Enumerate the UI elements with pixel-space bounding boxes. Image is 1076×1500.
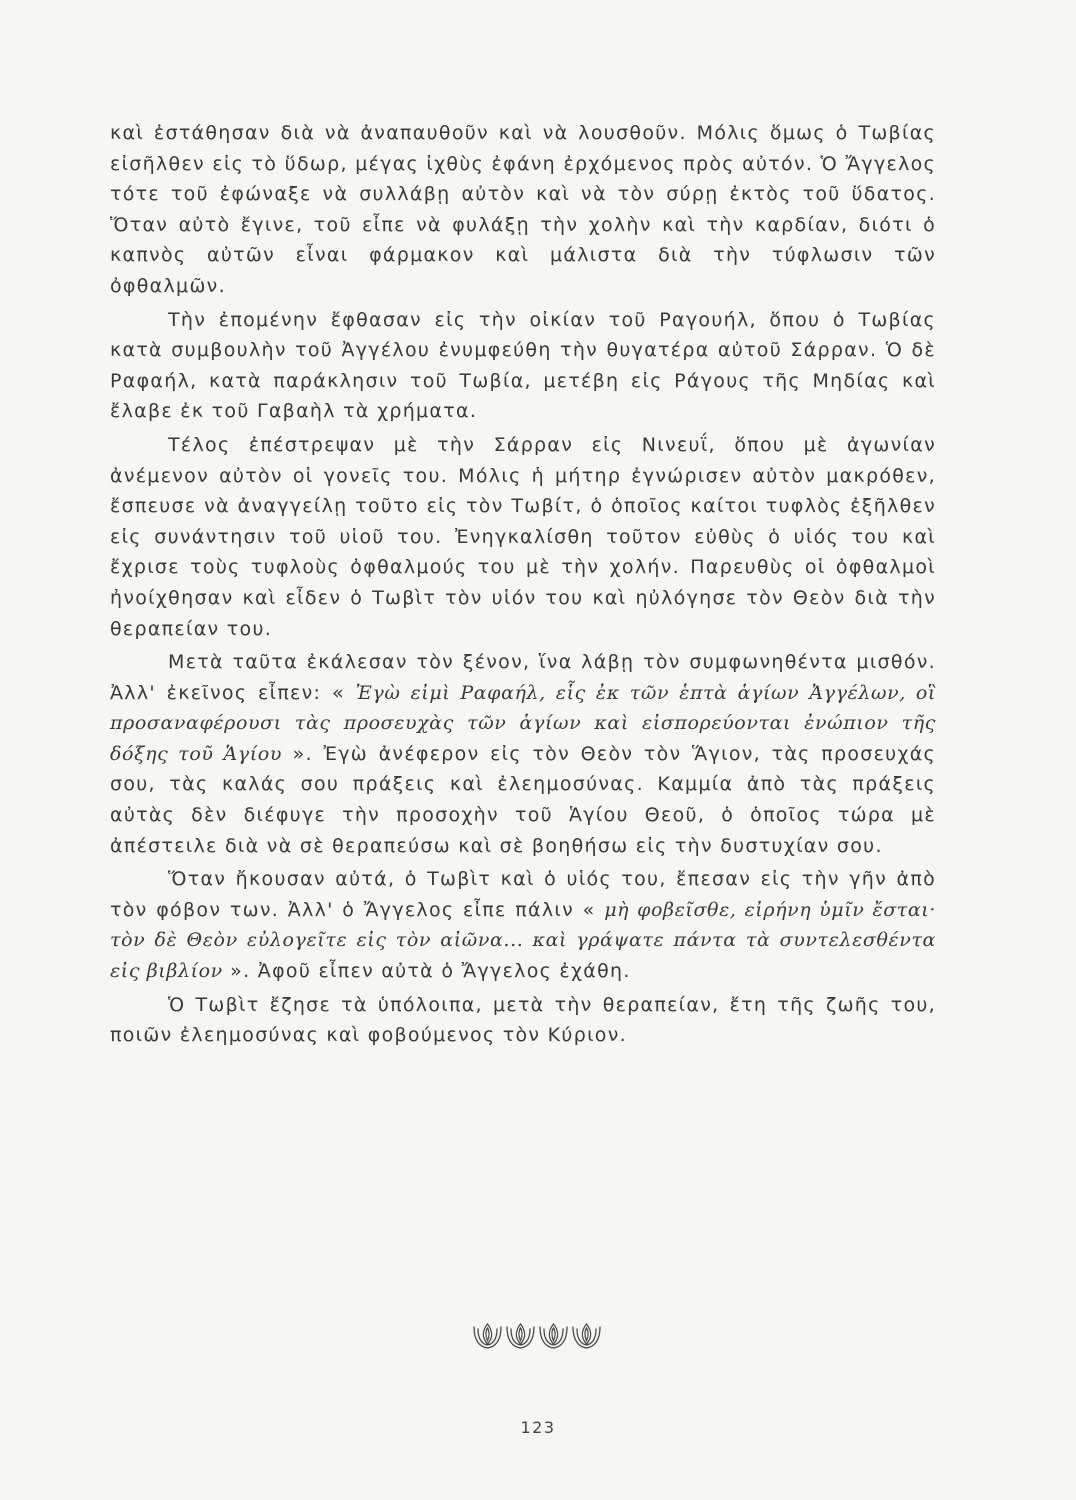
- ornament-motif-4: [573, 1324, 600, 1348]
- paragraph-3: Τέλος ἐπέστρεψαν μὲ τὴν Σάρραν εἰς Νινευΐ, ὅπου μὲ ἀγωνίαν ἀνέμενον αὐτὸν οἱ γονεῖς του. Μόλις ἡ μήτηρ ἐγνώρισεν αὐτὸν μακρόθεν, ἔσπευσε νὰ ἀναγγείλῃ τοῦτο εἰς τὸν Τωβίτ, ὁ ὁποῖος καίτοι τυφλὸς ἐξῆλθεν εἰς συνάντησιν τοῦ υἱοῦ του. Ἐνηγκαλίσθη τοῦτον εὐθὺς ὁ υἱός του καὶ ἔχρισε τοὺς τυφλοὺς ὀφθαλμούς του μὲ τὴν χολήν. Παρευθὺς οἱ ὀφθαλμοὶ ἠνοίχθησαν καὶ εἶδεν ὁ Τωβὶτ τὸν υἱόν του καὶ ηὐλόγησε τὸν Θεὸν διὰ τὴν θεραπείαν του.: [110, 433, 936, 640]
- paragraph-1: καὶ ἐστάθησαν διὰ νὰ ἀναπαυθοῦν καὶ νὰ λουσθοῦν. Μόλις ὅμως ὁ Τωβίας εἰσῆλθεν εἰς τὸ ὕδωρ, μέγας ἰχθὺς ἐφάνη ἐρχόμενος πρὸς αὐτόν. Ὁ Ἄγγελος τότε τοῦ ἐφώναξε νὰ συλλάβῃ αὐτὸν καὶ νὰ τὸν σύρῃ ἐκτὸς τοῦ ὕδατος. Ὅταν αὐτὸ ἔγινε, τοῦ εἶπε νὰ φυλάξῃ τὴν χολὴν καὶ τὴν καρδίαν, διότι ὁ καπνὸς αὐτῶν εἶναι φάρμακον καὶ μάλιστα διὰ τὴν τύφλωσιν τῶν ὀφθαλμῶν.: [110, 122, 936, 297]
- paragraph-4-tail: ». Ἐγὼ ἀνέφερον εἰς τὸν Θεὸν τὸν Ἅγιον, τὰς προσευχάς σου, τὰς καλάς σου πράξεις καὶ ἐλεημοσύνας. Καμμία ἀπὸ τὰς πράξεις αὐτὰς δὲν διέφυγε τὴν προσοχὴν τοῦ Ἁγίου Θεοῦ, ὁ ὁποῖος τώρα μὲ ἀπέστειλε διὰ νὰ σὲ θεραπεύσω καὶ σὲ βοηθήσω εἰς τὴν δυστυχίαν σου.: [110, 742, 937, 857]
- page-number: 123: [520, 1418, 556, 1437]
- ornament-graphic: [471, 1320, 605, 1352]
- paragraph-5-tail: ». Ἀφοῦ εἶπεν αὐτὰ ὁ Ἄγγελος ἐχάθη.: [222, 960, 631, 983]
- ornament-motif-2: [507, 1324, 534, 1348]
- paragraph-6: Ὁ Τωβὶτ ἔζησε τὰ ὑπόλοιπα, μετὰ τὴν θεραπείαν, ἔτη τῆς ζωῆς του, ποιῶν ἐλεημοσύνας καὶ φοβούμενος τὸν Κύριον.: [110, 993, 936, 1047]
- paragraph-5-lead: Ὅταν ἤκουσαν αὐτά, ὁ Τωβὶτ καὶ ὁ υἱός του, ἔπεσαν εἰς τὴν γῆν ἀπὸ τὸν φόβον των. Ἀλλ' ὁ Ἄγγελος εἶπε πάλιν «: [110, 868, 936, 921]
- paragraph-4-lead: Μετὰ ταῦτα ἐκάλεσαν τὸν ξένον, ἵνα λάβῃ τὸν συμφωνηθέντα μισθόν. Ἀλλ' ἐκεῖνος εἶπεν: «: [110, 651, 936, 704]
- ornament-motif-3: [540, 1324, 567, 1348]
- page-body: [110, 118, 936, 1051]
- paragraph-4-quotation: Ἐγὼ εἰμὶ Ραφαήλ, εἷς ἐκ τῶν ἑπτὰ ἁγίων Ἀγγέλων, οἳ προσαναφέρουσι τὰς προσευχὰς τῶν ἁγίων καὶ εἰσπορεύονται ἐνώπιον τῆς δόξης τοῦ Ἁγίου: [110, 681, 936, 765]
- floral-ornament-icon: [0, 1320, 1076, 1356]
- paragraph-5: [110, 864, 936, 986]
- paragraph-5-quotation: μὴ φοβεῖσθε, εἰρήνη ὑμῖν ἔσται· τὸν δὲ Θεὸν εὐλογεῖτε εἰς τὸν αἰῶνα... καὶ γράψατε πάντα τὰ συντελεσθέντα εἰς βιβλίον: [110, 898, 936, 983]
- paragraph-4: [110, 647, 936, 861]
- paragraph-2: Τὴν ἐπομένην ἔφθασαν εἰς τὴν οἰκίαν τοῦ Ραγουήλ, ὅπου ὁ Τωβίας κατὰ συμβουλὴν τοῦ Ἀγγέλου ἐνυμφεύθη τὴν θυγατέρα αὐτοῦ Σάρραν. Ὁ δὲ Ραφαήλ, κατὰ παράκλησιν τοῦ Τωβία, μετέβη εἰς Ράγους τῆς Μηδίας καὶ ἔλαβε ἐκ τοῦ Γαβαὴλ τὰ χρήματα.: [110, 308, 936, 423]
- ornament-motif-1: [474, 1324, 501, 1348]
